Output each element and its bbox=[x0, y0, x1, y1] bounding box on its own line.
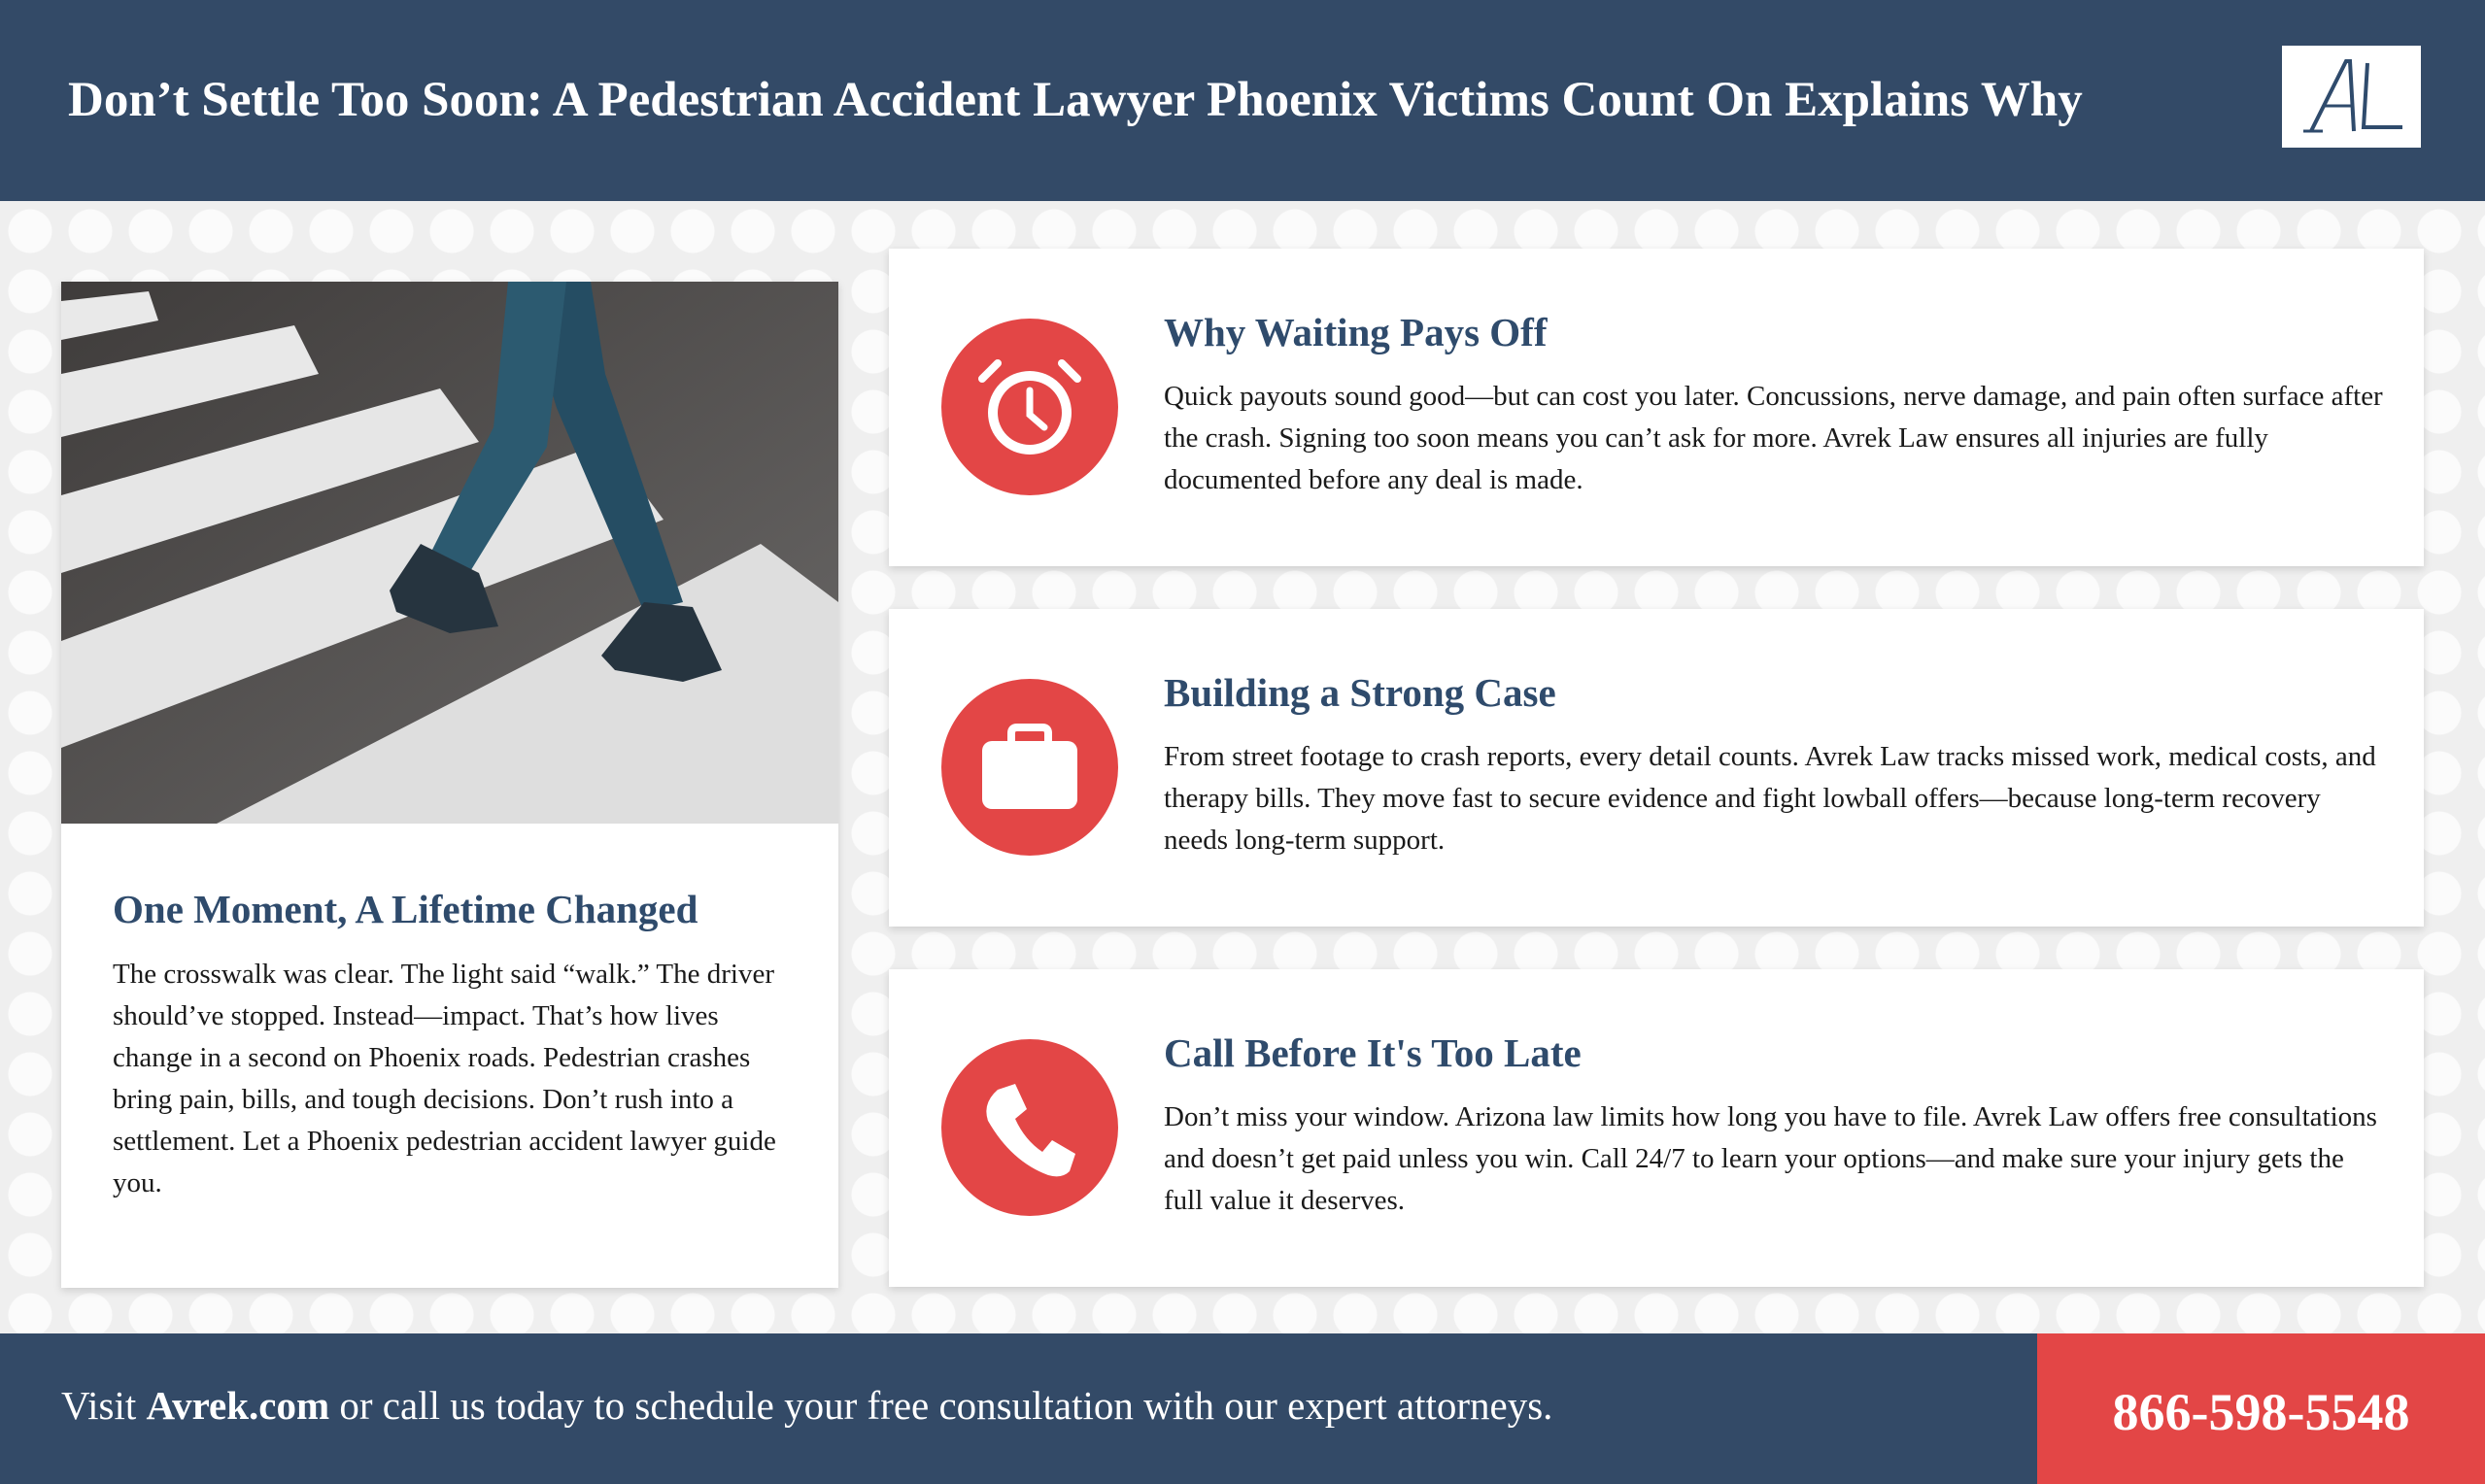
phone-number[interactable]: 866-598-5548 bbox=[2112, 1383, 2410, 1441]
monogram-logo-icon bbox=[2282, 46, 2421, 148]
story-heading: One Moment, A Lifetime Changed bbox=[113, 887, 698, 931]
card-body: Don’t miss your window. Arizona law limits how long you have to file. Avrek Law offers free consultations and doesn’t get paid unless you win. Call 24/7 to learn your options—and make sure your injury gets the full value it deserves. bbox=[1164, 1101, 2377, 1216]
card-title: Building a Strong Case bbox=[1164, 670, 1556, 715]
card-building-case bbox=[889, 609, 2424, 927]
card-call-before bbox=[889, 969, 2424, 1287]
story-body: The crosswalk was clear. The light said “walk.” The driver should’ve stopped. Instead—impact. That’s how lives change in a second on Phoenix roads. Pedestrian crashes bring pain, bills, and tough decisions. Don’t rush into a settlement. Let a Phoenix pedestrian accident lawyer guide you. bbox=[113, 959, 776, 1198]
footer-cta bbox=[61, 1382, 1907, 1429]
website-link[interactable]: Avrek.com bbox=[146, 1383, 330, 1428]
phone-cta[interactable] bbox=[2037, 1333, 2485, 1484]
briefcase-icon bbox=[941, 679, 1118, 856]
story-card bbox=[61, 282, 838, 1288]
header-bar bbox=[0, 0, 2485, 201]
card-body: Quick payouts sound good—but can cost you later. Concussions, nerve damage, and pain often surface after the crash. Signing too soon means you can’t ask for more. Avrek Law ensures all injuries are fully documented before any deal is made. bbox=[1164, 381, 2383, 495]
card-title: Call Before It's Too Late bbox=[1164, 1030, 1582, 1075]
footer-visit-suffix: or call us today to schedule your free consultation with our expert attorneys. bbox=[329, 1383, 1553, 1428]
card-why-waiting bbox=[889, 249, 2424, 566]
avrek-law-logo[interactable] bbox=[2282, 46, 2421, 148]
card-body: From street footage to crash reports, every detail counts. Avrek Law tracks missed work, medical costs, and therapy bills. They move fast to secure evidence and fight lowball offers—because long-term recovery needs long-term support. bbox=[1164, 741, 2376, 856]
card-title: Why Waiting Pays Off bbox=[1164, 310, 1548, 354]
footer-visit-prefix: Visit bbox=[61, 1383, 147, 1428]
page-title: Don’t Settle Too Soon: A Pedestrian Accident Lawyer Phoenix Victims Count On Explains Why bbox=[68, 73, 2083, 127]
footer-bar bbox=[0, 1333, 2037, 1484]
pedestrian-crosswalk-photo bbox=[61, 282, 838, 824]
phone-icon bbox=[941, 1039, 1118, 1216]
alarm-clock-icon bbox=[941, 319, 1118, 495]
